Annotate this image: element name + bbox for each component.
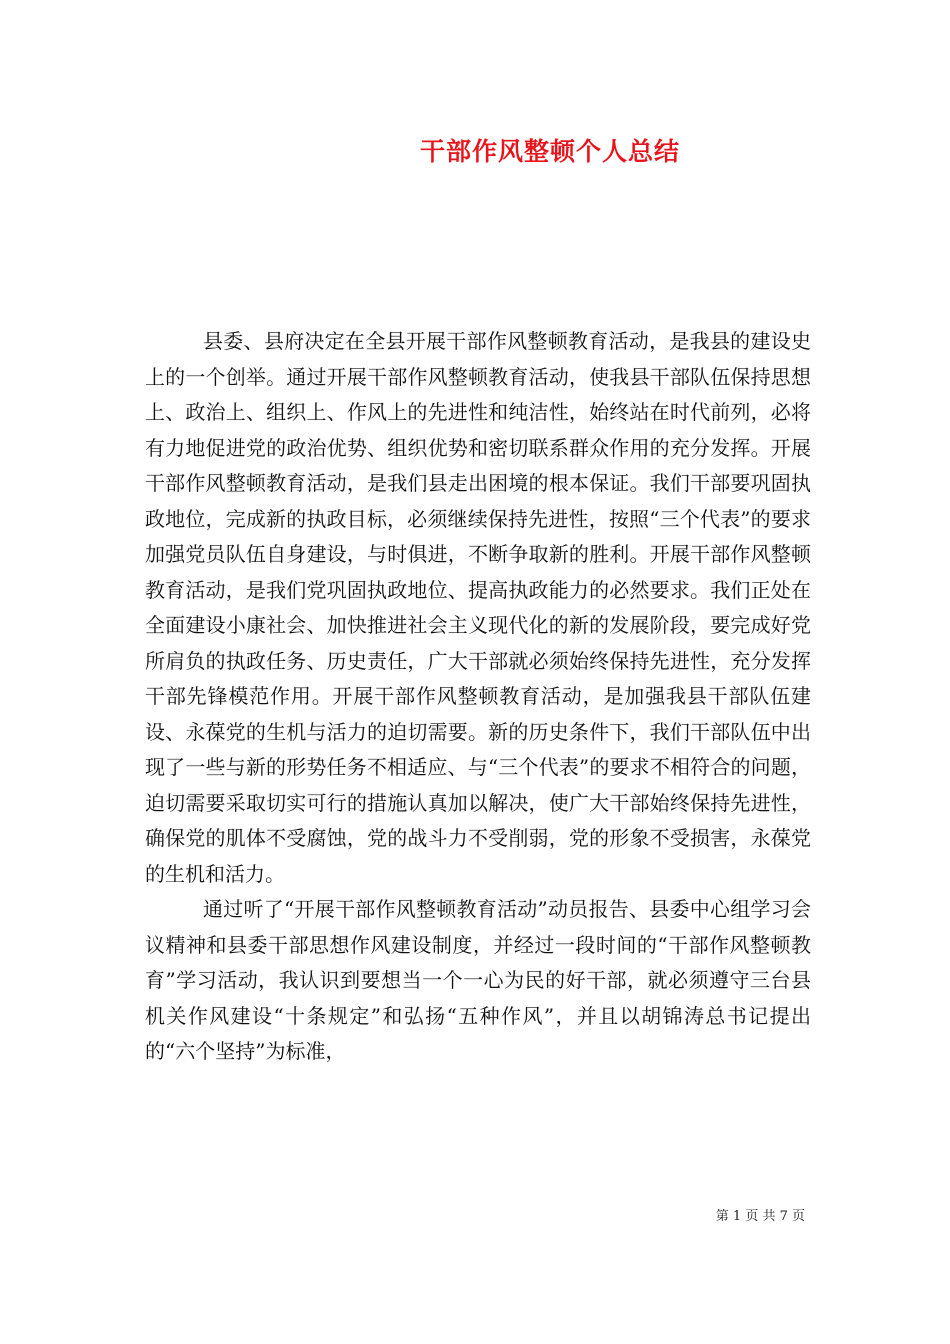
paragraph-2: 通过听了“开展干部作风整顿教育活动”动员报告、县委中心组学习会议精神和县委干部思想作风建设制度，并经过一段时间的“干部作风整顿教育”学习活动，我认识到要想当一个一心为民的好干部，就必须遵守三台县机关作风建设“十条规定”和弘扬“五种作风”，并且以胡锦涛总书记提出的“六个坚持”为标准，	[145, 897, 811, 1063]
document-body	[145, 324, 811, 1070]
page-number: 第 1 页 共 7 页	[715, 1209, 805, 1224]
paragraph-1: 县委、县府决定在全县开展干部作风整顿教育活动，是我县的建设史上的一个创举。通过开展干部作风整顿教育活动，使我县干部队伍保持思想上、政治上、组织上、作风上的先进性和纯洁性，始终站在时代前列，必将有力地促进党的政治优势、组织优势和密切联系群众作用的充分发挥。开展干部作风整顿教育活动，是我们县走出困境的根本保证。我们干部要巩固执政地位，完成新的执政目标，必须继续保持先进性，按照“三个代表”的要求加强党员队伍自身建设，与时俱进，不断争取新的胜利。开展干部作风整顿教育活动，是我们党巩固执政地位、提高执政能力的必然要求。我们正处在全面建设小康社会、加快推进社会主义现代化的新的发展阶段，要完成好党所肩负的执政任务、历史责任，广大干部就必须始终保持先进性，充分发挥干部先锋模范作用。开展干部作风整顿教育活动，是加强我县干部队伍建设、永葆党的生机与活力的迫切需要。新的历史条件下，我们干部队伍中出现了一些与新的形势任务不相适应、与“三个代表”的要求不相符合的问题，迫切需要采取切实可行的措施认真加以解决，使广大干部始终保持先进性，确保党的肌体不受腐蚀，党的战斗力不受削弱，党的形象不受损害，永葆党的生机和活力。	[145, 329, 811, 886]
document-title: 干部作风整顿个人总结	[419, 137, 680, 166]
